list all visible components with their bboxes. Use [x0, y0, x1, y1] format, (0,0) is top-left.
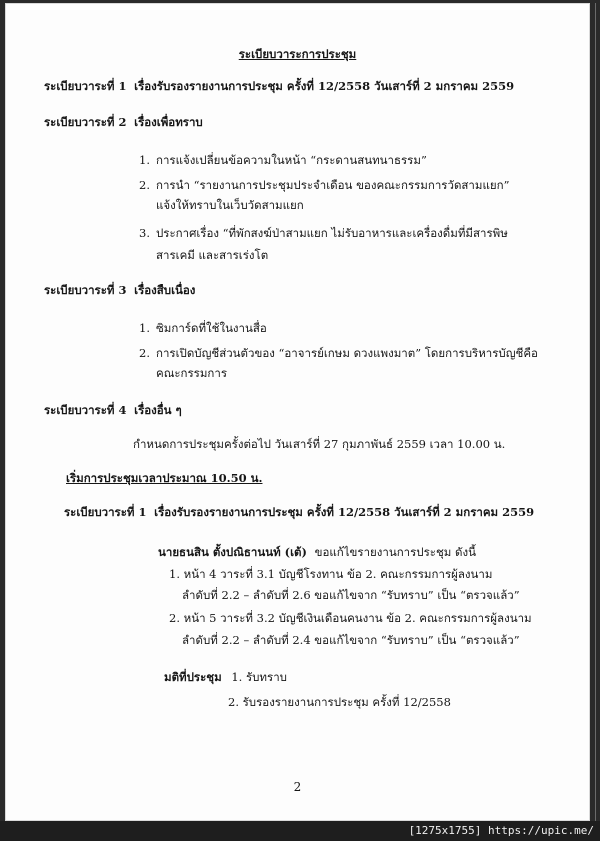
agenda-2-item-1-num: 1. — [139, 153, 150, 167]
resolution-label: มติที่ประชุม — [164, 670, 222, 684]
agenda-2-item-2-num: 2. — [139, 178, 150, 192]
correction-person: นายธนสิน ตั้งปณิธานนท์ (เต้) — [158, 545, 307, 559]
agenda-4-text: เรื่องอื่น ๆ — [134, 403, 182, 417]
agenda-2-item-3-text-cont: สารเคมี และสารเร่งโต — [156, 248, 269, 262]
agenda-2-item-3-text: ประกาศเรื่อง “ที่พักสงฆ์ป่าสามแยก ไม่รับอาหารและเครื่องดื่มที่มีสารพิษ — [156, 226, 508, 240]
correction-statement — [158, 544, 476, 560]
agenda-2-item-3-num: 3. — [139, 226, 150, 240]
correction-intro: ขอแก้ไขรายงานการประชุม ดังนี้ — [314, 545, 476, 559]
meeting-start-time: เริ่มการประชุมเวลาประมาณ 10.50 น. — [66, 471, 263, 485]
footer-bar — [0, 821, 600, 841]
agenda-4 — [44, 402, 182, 418]
agenda-3-item-1-num: 1. — [139, 321, 150, 335]
agenda-2-label: ระเบียบวาระที่ 2 — [44, 115, 127, 129]
agenda-2-text: เรื่องเพื่อทราบ — [134, 115, 203, 129]
document-page — [5, 3, 590, 821]
agenda-3-item-2-text: การเปิดบัญชีส่วนตัวของ “อาจารย์เกษม ดวงแพงมาต” โดยการบริหารบัญชีคือ — [156, 346, 538, 360]
image-source-caption: [1275x1755] https://upic.me/ — [408, 824, 594, 837]
page-title: ระเบียบวาระการประชุม — [238, 47, 357, 61]
agenda-3-label: ระเบียบวาระที่ 3 — [44, 283, 127, 297]
correction-2-line-1: 2. หน้า 5 วาระที่ 3.2 บัญชีเงินเดือนคนงาน ข้อ 2. คณะกรรมการผู้ลงนาม — [169, 611, 532, 625]
next-meeting-schedule: กำหนดการประชุมครั้งต่อไป วันเสาร์ที่ 27 กุมภาพันธ์ 2559 เวลา 10.00 น. — [133, 437, 506, 451]
page-number: 2 — [293, 780, 302, 794]
agenda-2-item-1-text: การแจ้งเปลี่ยนข้อความในหน้า “กระดานสนทนาธรรม” — [156, 153, 427, 167]
minutes-agenda-1-label: ระเบียบวาระที่ 1 — [64, 505, 147, 519]
agenda-3 — [44, 282, 195, 298]
minutes-agenda-1 — [64, 504, 534, 520]
correction-2-line-2: ลำดับที่ 2.2 – ลำดับที่ 2.4 ขอแก้ไขจาก “รับทราบ” เป็น “ตรวจแล้ว” — [182, 633, 520, 647]
minutes-agenda-1-text: เรื่องรับรองรายงานการประชุม ครั้งที่ 12/2558 วันเสาร์ที่ 2 มกราคม 2559 — [154, 505, 535, 519]
agenda-2-item-2-text-cont: แจ้งให้ทราบในเว็บวัดสามแยก — [156, 198, 304, 212]
agenda-3-item-2-text-cont: คณะกรรมการ — [156, 366, 228, 380]
resolution — [164, 669, 287, 685]
agenda-4-label: ระเบียบวาระที่ 4 — [44, 403, 127, 417]
agenda-3-item-2-num: 2. — [139, 346, 150, 360]
agenda-3-text: เรื่องสืบเนื่อง — [134, 283, 196, 297]
agenda-3-item-1-text: ซิมการ์ดที่ใช้ในงานสื่อ — [156, 321, 267, 335]
agenda-2-item-2-text: การนำ “รายงานการประชุมประจำเดือน ของคณะกรรมการวัดสามแยก” — [156, 178, 510, 192]
agenda-1 — [44, 78, 514, 94]
scan-edge-line — [595, 3, 596, 823]
correction-1-line-1: 1. หน้า 4 วาระที่ 3.1 บัญชีโรงทาน ข้อ 2. คณะกรรมการผู้ลงนาม — [169, 567, 493, 581]
agenda-1-label: ระเบียบวาระที่ 1 — [44, 79, 127, 93]
agenda-2 — [44, 114, 203, 130]
correction-1-line-2: ลำดับที่ 2.2 – ลำดับที่ 2.6 ขอแก้ไขจาก “รับทราบ” เป็น “ตรวจแล้ว” — [182, 588, 520, 602]
resolution-item-2: 2. รับรองรายงานการประชุม ครั้งที่ 12/2558 — [228, 695, 451, 709]
resolution-item-1: 1. รับทราบ — [231, 670, 287, 684]
agenda-1-text: เรื่องรับรองรายงานการประชุม ครั้งที่ 12/2558 วันเสาร์ที่ 2 มกราคม 2559 — [134, 79, 515, 93]
